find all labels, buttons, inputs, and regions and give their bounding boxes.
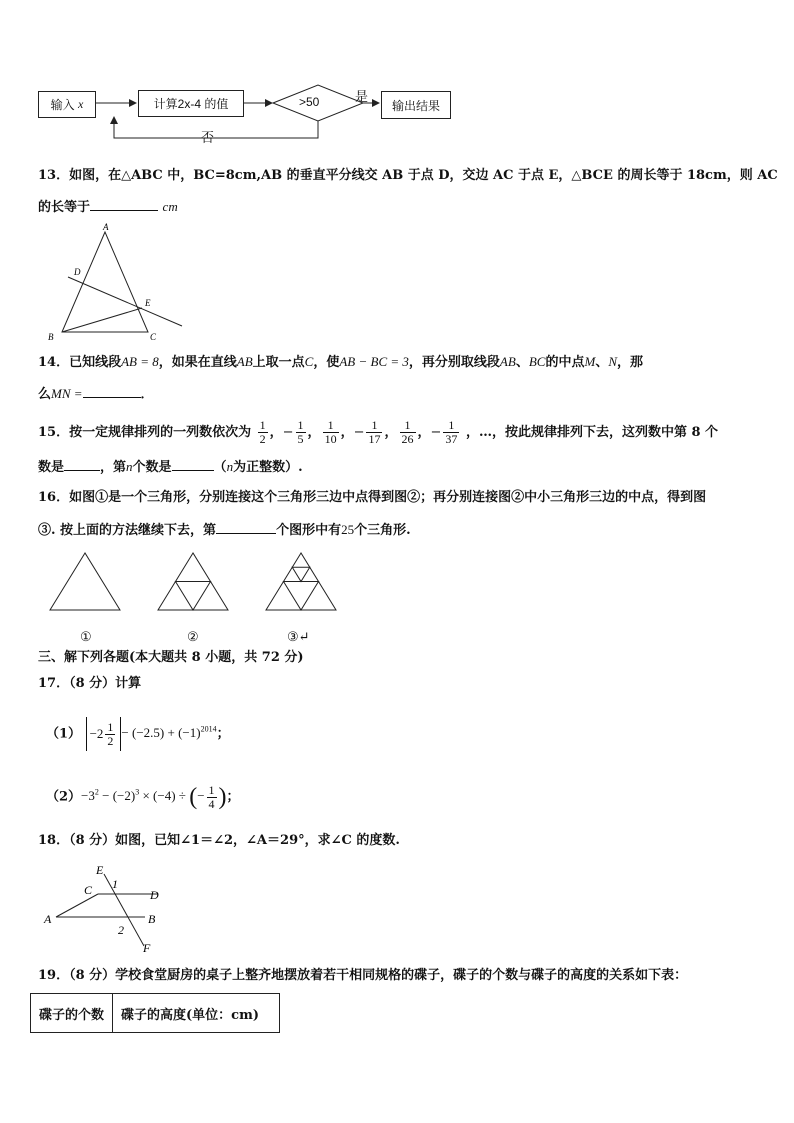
q15-line2	[38, 456, 303, 478]
q16-line1: 16．如图①是一个三角形，分别连接这个三角形三边中点得到图②；再分别连接图②中小三角形三边的中点，得到图	[38, 490, 707, 505]
q18-label-1: 1	[112, 877, 118, 891]
table-row	[31, 994, 280, 1033]
q15-text: ，第	[100, 460, 127, 475]
q17-part2-a: −3	[81, 788, 95, 804]
q14-text: ，再分别取线段	[408, 355, 500, 370]
q18-label-a: A	[44, 912, 52, 926]
q18-label-e: E	[96, 863, 104, 877]
q16-triangle-figures	[40, 548, 350, 618]
q14-text: 的中点	[545, 355, 585, 370]
q16-figure-3	[266, 553, 336, 610]
q15-sequence-term: ， $\frac{1}{26}$	[384, 418, 414, 446]
q17-part2-a-exp: 2	[94, 788, 99, 797]
q15-sequence	[256, 418, 462, 446]
q17-part2-b-exp: 3	[135, 788, 140, 797]
q15-sequence-term: ，− $\frac{1}{5}$	[269, 418, 304, 446]
q17-part2-c: × (−4) ÷	[139, 788, 186, 804]
q17-part1-rest: − (−2.5) + (−1)	[121, 725, 201, 741]
flow-condition: >50	[299, 95, 320, 109]
q15-blank-8th[interactable]	[64, 456, 100, 471]
q18-parallel-lines-figure	[40, 860, 180, 956]
q14-math: C	[304, 354, 314, 369]
q14-text: ．	[140, 387, 154, 402]
q16-line2	[38, 519, 411, 541]
q13-triangle-figure	[40, 222, 190, 344]
q17-frac-den: 2	[107, 734, 114, 749]
q15-text: （	[213, 460, 227, 475]
q15-math: n	[226, 459, 234, 474]
q15-sequence-term: ， $\frac{1}{10}$	[307, 418, 337, 446]
q13-label-d: D	[74, 267, 81, 277]
q14-text: 么	[38, 387, 52, 402]
q14-line2	[38, 383, 154, 405]
q13-label-e: E	[145, 298, 151, 308]
q14-math: MN =	[51, 386, 83, 401]
section-3-heading: 三、解下列各题(本大题共 8 小题，共 72 分)	[38, 650, 304, 665]
q14-math: AB = 8	[121, 354, 159, 369]
q16-caption-2: ②	[187, 630, 199, 645]
flow-no-label: 否	[201, 131, 215, 146]
q16-figure-1	[50, 553, 120, 610]
q17-title: 17．（8 分）计算	[38, 676, 142, 691]
q14-math: N	[608, 354, 617, 369]
q16-caption-3: ③↵	[287, 630, 310, 645]
q15-line1	[38, 416, 718, 450]
q17-mixed-whole: −2	[89, 725, 104, 741]
q15-sequence-term: $\frac{1}{2}$	[259, 418, 266, 446]
q17-part1-end: ；	[216, 726, 230, 742]
q13-answer-blank[interactable]	[90, 196, 158, 211]
q16-math: 25	[341, 522, 355, 537]
q13-label-c: C	[150, 332, 157, 342]
q17-part2-sign: −	[197, 788, 205, 804]
q14-math: M	[584, 354, 596, 369]
q15-blank-nth[interactable]	[172, 456, 214, 471]
q19-header-height: 碟子的高度(单位：cm)	[113, 994, 280, 1033]
q15-text: 个数是	[132, 460, 172, 475]
q16-text: 个图形中有	[276, 523, 342, 538]
flow-arrows	[0, 80, 470, 150]
q13-line2	[38, 196, 178, 218]
q14-math: AB	[499, 354, 516, 369]
q17-part2: $(2)-3^2 - (-2)^3 \times (-4)$ ÷ (− $\frac{1}{4}$ )；	[46, 782, 240, 811]
flow-input-var: x	[78, 97, 84, 111]
flow-yes-label: 是	[355, 90, 369, 105]
q18-label-f: F	[143, 941, 151, 955]
q13-unit: cm	[162, 199, 178, 214]
q15-math: n	[126, 459, 133, 474]
q19-text: 19．（8 分）学校食堂厨房的桌子上整齐地摆放着若干相同规格的碟子，碟子的个数与碟子的高度的关系如下表：	[38, 968, 688, 983]
q15-lead: 15．按一定规律排列的一列数依次为	[38, 425, 252, 440]
flow-input-label: 输入	[50, 98, 75, 112]
q15-text: 数是	[38, 460, 65, 475]
q17-part2-label: （2）	[46, 789, 82, 805]
q14-answer-blank[interactable]	[83, 383, 141, 398]
q17-part2-end: ；	[226, 789, 240, 805]
q14-text: 14．已知线段	[38, 355, 122, 370]
q17-part1	[46, 712, 230, 752]
q14-math: AB − BC = 3	[339, 354, 409, 369]
q14-text: ，如果在直线	[158, 355, 237, 370]
q16-caption-1: ①	[80, 630, 92, 645]
q17-part2-den: 4	[208, 796, 215, 811]
q14-text: ，那	[617, 355, 644, 370]
q14-math: BC	[528, 354, 546, 369]
q14-line1	[38, 352, 643, 373]
q14-text: 上取一点	[252, 355, 305, 370]
q18-text: 18．（8 分）如图，已知∠1＝∠2，∠A＝29°，求∠C 的度数.	[38, 833, 400, 848]
q14-math: AB	[236, 354, 253, 369]
q17-frac-num: 1	[107, 720, 114, 735]
q19-table	[30, 993, 280, 1033]
q16-text: 个三角形.	[354, 523, 411, 538]
q19-header-count: 碟子的个数	[31, 994, 113, 1033]
q14-text: 、	[515, 355, 529, 370]
q13-label-b: B	[48, 332, 54, 342]
q16-text: ③. 按上面的方法继续下去，第	[38, 523, 217, 538]
flow-compute-label: 计算2x-4 的值	[153, 97, 229, 111]
q13-label-a: A	[103, 222, 109, 232]
q15-tail: ，…，按此规律排列下去，这列数中第 8 个	[465, 425, 719, 440]
q17-part1-label: （1）	[46, 726, 82, 742]
q18-label-c: C	[84, 883, 93, 897]
q15-text: 为正整数）.	[233, 460, 303, 475]
q17-part2-num: 1	[208, 782, 215, 797]
q18-label-b: B	[148, 912, 156, 926]
q15-sequence-term: ，− $\frac{1}{37}$	[417, 418, 458, 446]
flow-output-label: 输出结果	[391, 98, 440, 113]
q13-line1: 13．如图，在△ABC 中，BC=8cm,AB 的垂直平分线交 AB 于点 D，交边 AC 于点 E，△BCE 的周长等于 18cm，则 AC	[38, 168, 778, 183]
q16-figure-2	[158, 553, 228, 610]
q17-part2-b: − (−2)	[98, 788, 136, 804]
q18-label-2: 2	[118, 923, 124, 937]
q14-text: 、	[595, 355, 609, 370]
q15-sequence-term: ，− $\frac{1}{17}$	[340, 418, 381, 446]
q18-label-d: D	[150, 888, 159, 902]
q14-text: ，使	[313, 355, 340, 370]
q17-part1-exp: 2014	[200, 725, 217, 734]
q16-answer-blank[interactable]	[216, 519, 276, 534]
q13-prompt: 的长等于	[38, 200, 91, 215]
